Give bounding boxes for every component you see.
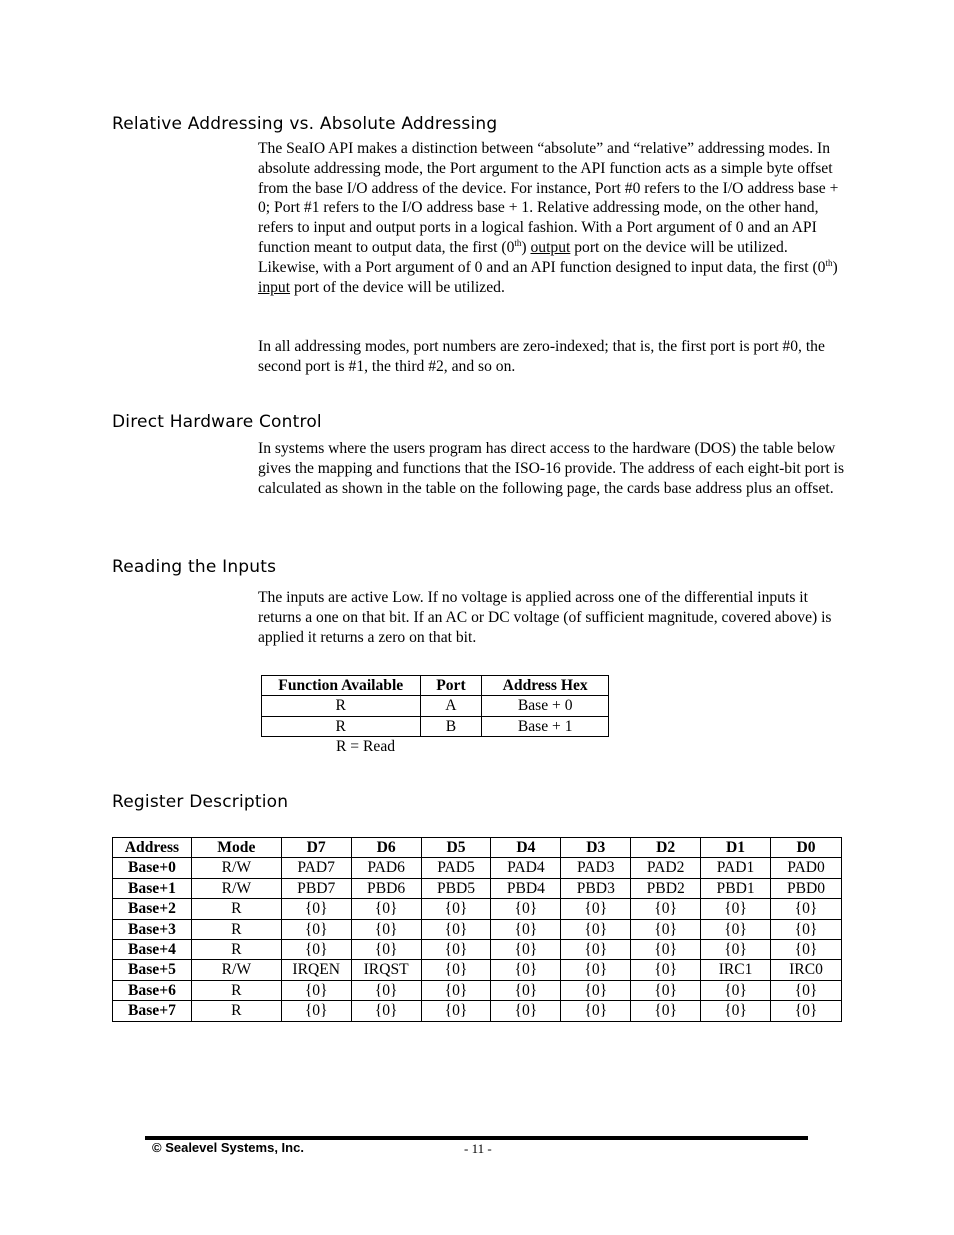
register-bit-cell: IRC1 [701, 960, 771, 980]
register-bit-cell: {0} [491, 980, 561, 1000]
register-bit-cell: {0} [421, 899, 491, 919]
footer-page-number: - 11 - [464, 1141, 492, 1156]
table-row [113, 919, 842, 939]
register-bit-cell: PBD4 [491, 878, 561, 898]
register-address-cell: Base+5 [113, 960, 192, 980]
register-bit-cell: {0} [701, 1001, 771, 1021]
register-bit-cell: {0} [561, 940, 631, 960]
register-bit-cell: {0} [491, 940, 561, 960]
paragraph-direct-hardware: In systems where the users program has direct access to the hardware (DOS) the table below gives the mapping and functions that the ISO-16 provide. The address of each eight-bit port is calculated as shown in the table on the following page, the cards base address plus an offset. [258, 440, 845, 497]
register-table [112, 837, 842, 1022]
header-d5: D5 [421, 838, 491, 858]
register-mode-cell: R/W [191, 878, 281, 898]
underlined-output: output [530, 238, 571, 256]
text-span: port of the device will be utilized. [290, 278, 505, 296]
register-bit-cell: PAD3 [561, 858, 631, 878]
register-bit-cell: {0} [771, 980, 842, 1000]
table-row [113, 1001, 842, 1021]
register-bit-cell: {0} [351, 919, 421, 939]
text-span: The SeaIO API makes a distinction between “absolute” and “relative” addressing modes. In absolute addressing mode, the Port argument to the API function acts as a simple byte offset from the base I/O address of the device. For instance, Port #0 refers to the I/O address base + 0; Port #1 refers to the I/O address base + 1. Relative addressing mode, on the other hand, refers to input and output ports in a logical fashion. With a Port argument of 0 and an API function meant to output data, the first (0 [258, 140, 839, 256]
heading-reading-inputs: Reading the Inputs [112, 557, 277, 577]
register-bit-cell: IRQEN [281, 960, 351, 980]
register-address-cell: Base+2 [113, 899, 192, 919]
text-span: ) [832, 258, 838, 276]
register-bit-cell: PBD5 [421, 878, 491, 898]
header-d7: D7 [281, 838, 351, 858]
register-bit-cell: {0} [421, 919, 491, 939]
register-bit-cell: {0} [351, 899, 421, 919]
register-header-row [113, 838, 842, 858]
register-bit-cell: PBD7 [281, 878, 351, 898]
header-address: Address [113, 838, 192, 858]
register-mode-cell: R [191, 940, 281, 960]
register-address-cell: Base+3 [113, 919, 192, 939]
register-bit-cell: {0} [491, 919, 561, 939]
table-row [113, 899, 842, 919]
superscript: th [825, 257, 833, 268]
function-table [261, 675, 609, 737]
register-bit-cell: {0} [421, 960, 491, 980]
register-bit-cell: {0} [771, 940, 842, 960]
register-bit-cell: {0} [631, 940, 701, 960]
header-mode: Mode [191, 838, 281, 858]
register-address-cell: Base+0 [113, 858, 192, 878]
register-bit-cell: IRQST [351, 960, 421, 980]
register-bit-cell: PAD1 [701, 858, 771, 878]
register-mode-cell: R [191, 980, 281, 1000]
table-row [113, 980, 842, 1000]
header-d0: D0 [771, 838, 842, 858]
register-mode-cell: R [191, 919, 281, 939]
register-bit-cell: PAD4 [491, 858, 561, 878]
register-bit-cell: {0} [631, 919, 701, 939]
register-bit-cell: {0} [701, 980, 771, 1000]
text-span: ) [521, 238, 531, 256]
table-row [113, 878, 842, 898]
register-mode-cell: R [191, 1001, 281, 1021]
register-bit-cell: {0} [281, 899, 351, 919]
heading-register-description: Register Description [112, 792, 289, 812]
register-bit-cell: {0} [771, 1001, 842, 1021]
register-bit-cell: {0} [281, 919, 351, 939]
register-bit-cell: {0} [421, 940, 491, 960]
text-span: port on the device will be utilized. Likewise, with a Port argument of 0 and an API function designed to input data, the first (0 [258, 238, 826, 276]
register-bit-cell: PBD0 [771, 878, 842, 898]
register-bit-cell: {0} [561, 980, 631, 1000]
header-port: Port [420, 676, 482, 696]
header-d2: D2 [631, 838, 701, 858]
register-bit-cell: {0} [561, 919, 631, 939]
header-address-hex: Address Hex [482, 676, 609, 696]
header-d6: D6 [351, 838, 421, 858]
register-bit-cell: {0} [491, 960, 561, 980]
register-address-cell: Base+7 [113, 1001, 192, 1021]
register-bit-cell: {0} [351, 940, 421, 960]
header-d1: D1 [701, 838, 771, 858]
table-row [262, 696, 609, 716]
register-bit-cell: {0} [351, 980, 421, 1000]
heading-direct-hardware: Direct Hardware Control [112, 412, 322, 432]
register-bit-cell: {0} [631, 980, 701, 1000]
underlined-input: input [258, 278, 291, 296]
register-bit-cell: PBD3 [561, 878, 631, 898]
table-row [262, 716, 609, 736]
register-bit-cell: {0} [631, 960, 701, 980]
register-bit-cell: PBD1 [701, 878, 771, 898]
register-bit-cell: {0} [491, 1001, 561, 1021]
register-bit-cell: PAD0 [771, 858, 842, 878]
superscript: th [514, 237, 522, 248]
table-legend: R = Read [336, 738, 396, 755]
table-row [113, 940, 842, 960]
header-d3: D3 [561, 838, 631, 858]
register-bit-cell: PAD7 [281, 858, 351, 878]
register-bit-cell: {0} [421, 980, 491, 1000]
register-mode-cell: R [191, 899, 281, 919]
register-bit-cell: {0} [771, 899, 842, 919]
footer-company: © Sealevel Systems, Inc. [152, 1140, 304, 1155]
register-bit-cell: {0} [491, 899, 561, 919]
register-bit-cell: {0} [351, 1001, 421, 1021]
register-bit-cell: {0} [631, 899, 701, 919]
register-bit-cell: PAD5 [421, 858, 491, 878]
register-bit-cell: {0} [561, 899, 631, 919]
register-bit-cell: PBD2 [631, 878, 701, 898]
register-address-cell: Base+4 [113, 940, 192, 960]
cell: R [262, 716, 421, 736]
heading-relative-addressing: Relative Addressing vs. Absolute Addressing [112, 114, 498, 134]
register-bit-cell: {0} [631, 1001, 701, 1021]
cell: Base + 1 [482, 716, 609, 736]
table-row [113, 960, 842, 980]
header-function-available: Function Available [262, 676, 421, 696]
paragraph-relative-addressing [258, 139, 846, 297]
cell: A [420, 696, 482, 716]
register-address-cell: Base+1 [113, 878, 192, 898]
register-bit-cell: {0} [561, 960, 631, 980]
register-mode-cell: R/W [191, 858, 281, 878]
cell: Base + 0 [482, 696, 609, 716]
register-bit-cell: {0} [701, 899, 771, 919]
register-bit-cell: {0} [281, 980, 351, 1000]
register-address-cell: Base+6 [113, 980, 192, 1000]
register-bit-cell: IRC0 [771, 960, 842, 980]
paragraph-zero-indexed: In all addressing modes, port numbers are zero-indexed; that is, the first port is port #0, the second port is #1, the third #2, and so on. [258, 338, 825, 375]
register-bit-cell: {0} [281, 1001, 351, 1021]
register-bit-cell: {0} [701, 940, 771, 960]
register-bit-cell: PBD6 [351, 878, 421, 898]
register-bit-cell: {0} [561, 1001, 631, 1021]
register-bit-cell: PAD6 [351, 858, 421, 878]
cell: B [420, 716, 482, 736]
register-bit-cell: PAD2 [631, 858, 701, 878]
table-row [113, 858, 842, 878]
paragraph-reading-inputs: The inputs are active Low. If no voltage is applied across one of the differential inputs it returns a one on that bit. If an AC or DC voltage (of sufficient magnitude, covered above) is applied it returns a zero on that bit. [258, 589, 832, 646]
register-bit-cell: {0} [421, 1001, 491, 1021]
header-d4: D4 [491, 838, 561, 858]
register-bit-cell: {0} [701, 919, 771, 939]
register-mode-cell: R/W [191, 960, 281, 980]
cell: R [262, 696, 421, 716]
register-bit-cell: {0} [771, 919, 842, 939]
register-bit-cell: {0} [281, 940, 351, 960]
